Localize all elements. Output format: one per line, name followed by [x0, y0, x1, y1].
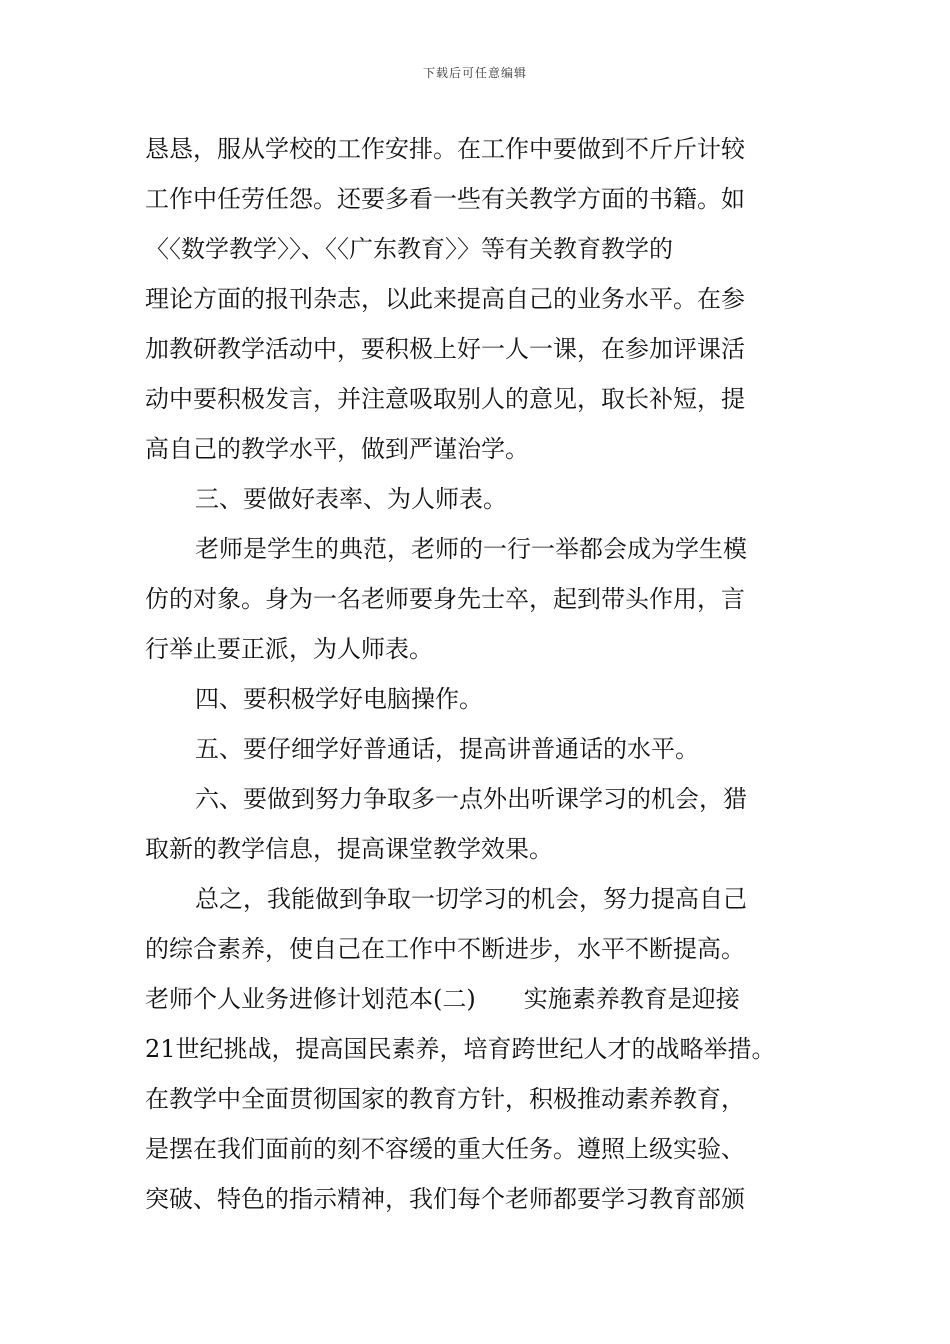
text-line: 老师是学生的典范，老师的一行一举都会成为学生模	[195, 535, 747, 563]
section-heading-three: 三、要做好表率、为人师表。	[195, 485, 507, 513]
text-line: 行举止要正派，为人师表。	[145, 635, 433, 663]
text-line: 的综合素养，使自己在工作中不断进步，水平不断提高。	[145, 935, 745, 963]
text-line: 动中要积极发言，并注意吸取别人的意见，取长补短，提	[145, 385, 745, 413]
text-line: 突破、特色的指示精神，我们每个老师都要学习教育部颁	[145, 1185, 745, 1213]
text-line: 理论方面的报刊杂志，以此来提高自己的业务水平。在参	[145, 285, 745, 313]
section-heading-four: 四、要积极学好电脑操作。	[195, 685, 483, 713]
document-title: 老师个人业务进修计划范本(二)	[145, 985, 476, 1013]
document-title-line	[145, 974, 825, 1024]
text-line: 工作中任劳任怨。还要多看一些有关教学方面的书籍。如	[145, 185, 745, 213]
page-header-note: 下载后可任意编辑	[422, 66, 527, 80]
text-line: 加教研教学活动中，要积极上好一人一课，在参加评课活	[145, 335, 745, 363]
text-line: 21世纪挑战，提高国民素养，培育跨世纪人才的战略举措。	[145, 1035, 776, 1063]
text-line: 取新的教学信息，提高课堂教学效果。	[145, 835, 553, 863]
text-line: 是摆在我们面前的刻不容缓的重大任务。遵照上级实验、	[145, 1135, 745, 1163]
text-line: 仿的对象。身为一名老师要身先士卒，起到带头作用，言	[145, 585, 745, 613]
text-line: 总之，我能做到争取一切学习的机会，努力提高自己	[195, 885, 747, 913]
section-heading-six: 六、要做到努力争取多一点外出听课学习的机会，猎	[195, 785, 747, 813]
text-line: 在教学中全面贯彻国家的教育方针，积极推动素养教育，	[145, 1085, 745, 1113]
text-line: 〈〈数学教学〉〉、〈〈广东教育〉〉等有关教育教学的	[145, 235, 673, 263]
text-line: 高自己的教学水平，做到严谨治学。	[145, 435, 529, 463]
document-body	[145, 124, 825, 1224]
section-heading-five: 五、要仔细学好普通话，提高讲普通话的水平。	[195, 735, 699, 763]
text-line: 实施素养教育是迎接	[523, 985, 740, 1013]
text-line: 恳恳，服从学校的工作安排。在工作中要做到不斤斤计较	[145, 135, 745, 163]
